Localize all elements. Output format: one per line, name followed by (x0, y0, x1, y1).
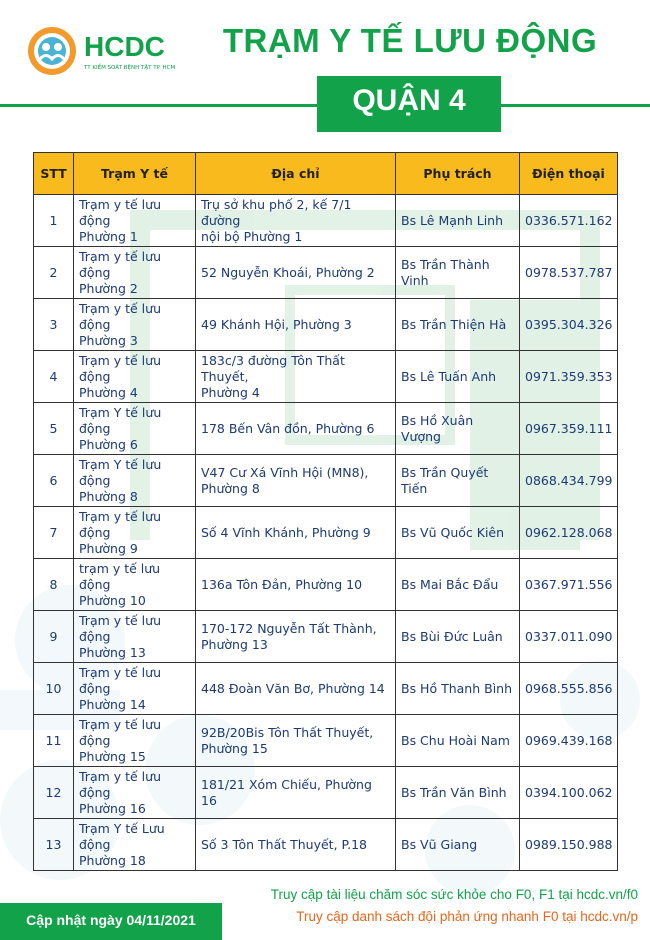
table-header-row (34, 153, 618, 195)
cell-doctor-line: Bs Lê Mạnh Linh (401, 212, 504, 228)
cell-phone (520, 611, 618, 663)
cell-phone (520, 715, 618, 767)
cell-phone (520, 195, 618, 247)
cell-phone (520, 507, 618, 559)
table-row (34, 767, 618, 819)
cell-address-line: 136a Tôn Đản, Phường 10 (201, 576, 363, 592)
table-row (34, 351, 618, 403)
cell-address-line: 178 Bến Vân đồn, Phường 6 (201, 420, 375, 436)
cell-stt-line: 8 (49, 576, 58, 592)
cell-phone-line: 0868.434.799 (525, 472, 613, 488)
cell-station-line: Trạm Y tế lưu động (79, 404, 162, 436)
cell-address-line: Phường 8 (201, 480, 260, 496)
cell-station-line: trạm y tế lưu động (79, 560, 161, 592)
cell-stt (34, 767, 74, 819)
hcdc-emblem-icon (26, 25, 78, 77)
cell-doctor (396, 195, 520, 247)
cell-phone-line: 0971.359.353 (525, 368, 613, 384)
table-row (34, 507, 618, 559)
header-stt: STT (34, 153, 74, 195)
cell-station (74, 299, 196, 351)
cell-station-line: Phường 8 (79, 488, 138, 504)
table-row (34, 195, 618, 247)
cell-doctor (396, 455, 520, 507)
table-row (34, 247, 618, 299)
cell-doctor (396, 819, 520, 871)
cell-address-line: 170-172 Nguyễn Tất Thành, (201, 620, 377, 636)
cell-phone-line: 0395.304.326 (525, 316, 613, 332)
cell-stt-line: 1 (49, 212, 58, 228)
cell-address (196, 195, 396, 247)
cell-station (74, 351, 196, 403)
table-row (34, 611, 618, 663)
cell-stt-line: 3 (49, 316, 58, 332)
cell-station-line: Phường 9 (79, 540, 138, 556)
cell-station-line: Phường 6 (79, 436, 138, 452)
cell-stt (34, 195, 74, 247)
cell-address-line: V47 Cư Xá Vĩnh Hội (MN8), (201, 464, 369, 480)
cell-doctor (396, 663, 520, 715)
cell-stt-line: 4 (49, 368, 58, 384)
cell-station (74, 247, 196, 299)
cell-stt-line: 11 (45, 732, 62, 748)
cell-stt-line: 7 (49, 524, 58, 540)
cell-address-line: 92B/20Bis Tôn Thất Thuyết, (201, 724, 374, 740)
cell-station (74, 611, 196, 663)
cell-phone (520, 351, 618, 403)
cell-phone-line: 0394.100.062 (525, 784, 613, 800)
cell-address-line: Phường 15 (201, 740, 268, 756)
cell-doctor (396, 507, 520, 559)
cell-phone-line: 0967.359.111 (525, 420, 613, 436)
cell-station (74, 403, 196, 455)
cell-address (196, 819, 396, 871)
table-row (34, 663, 618, 715)
cell-doctor (396, 403, 520, 455)
cell-phone-line: 0367.971.556 (525, 576, 613, 592)
cell-address (196, 455, 396, 507)
cell-station-line: Phường 1 (79, 228, 138, 244)
cell-station (74, 715, 196, 767)
cell-station-line: Trạm y tế lưu động (79, 716, 162, 748)
cell-stt (34, 507, 74, 559)
cell-station-line: Trạm y tế lưu động (79, 196, 162, 228)
cell-station-line: Phường 4 (79, 384, 138, 400)
cell-station-line: Trạm Y tế lưu động (79, 456, 162, 488)
cell-phone (520, 299, 618, 351)
cell-stt (34, 455, 74, 507)
cell-phone-line: 0989.150.988 (525, 836, 613, 852)
cell-address (196, 559, 396, 611)
cell-station (74, 195, 196, 247)
cell-phone (520, 455, 618, 507)
cell-station-line: Phường 2 (79, 280, 138, 296)
logo-subtitle: TT KIỂM SOÁT BỆNH TẬT TP. HCM (84, 65, 176, 71)
cell-address (196, 611, 396, 663)
cell-station-line: Trạm y tế lưu động (79, 664, 162, 696)
cell-doctor-line: Bs Trần Thành Vinh (401, 256, 490, 288)
cell-phone-line: 0968.555.856 (525, 680, 613, 696)
cell-station-line: Trạm y tế lưu động (79, 300, 162, 332)
cell-doctor-line: Bs Chu Hoài Nam (401, 732, 510, 748)
f0-care-docs-link[interactable]: Truy cập tài liệu chăm sóc sức khỏe cho F0, F1 tại hcdc.vn/f0 (270, 887, 638, 902)
cell-address-line: 448 Đoàn Văn Bơ, Phường 14 (201, 680, 385, 696)
cell-stt (34, 559, 74, 611)
cell-station (74, 663, 196, 715)
cell-station (74, 455, 196, 507)
cell-stt-line: 6 (49, 472, 58, 488)
cell-stt (34, 611, 74, 663)
header-in-charge: Phụ trách (396, 153, 520, 195)
cell-address-line: Phường 4 (201, 384, 260, 400)
table-row (34, 559, 618, 611)
cell-address-line: 49 Khánh Hội, Phường 3 (201, 316, 352, 332)
cell-address (196, 507, 396, 559)
cell-address (196, 403, 396, 455)
cell-station-line: Phường 3 (79, 332, 138, 348)
header-phone: Điện thoại (520, 153, 618, 195)
logo-brand-text: HCDC (84, 31, 165, 62)
cell-stt (34, 247, 74, 299)
cell-phone-line: 0978.537.787 (525, 264, 613, 280)
cell-address-line: Phường 13 (201, 636, 268, 652)
hcdc-logo (26, 25, 176, 83)
cell-stt-line: 12 (45, 784, 62, 800)
cell-stt (34, 819, 74, 871)
cell-doctor-line: Bs Vũ Quốc Kiên (401, 524, 505, 540)
cell-doctor (396, 715, 520, 767)
cell-station-line: Trạm y tế lưu động (79, 352, 162, 384)
cell-doctor (396, 351, 520, 403)
cell-doctor-line: Bs Trần Quyết Tiến (401, 464, 489, 496)
cell-phone (520, 403, 618, 455)
cell-stt-line: 9 (49, 628, 58, 644)
table-row (34, 299, 618, 351)
table-row (34, 403, 618, 455)
cell-doctor-line: Bs Vũ Giang (401, 836, 478, 852)
cell-doctor (396, 247, 520, 299)
cell-phone (520, 247, 618, 299)
table-row (34, 715, 618, 767)
cell-address (196, 247, 396, 299)
cell-station-line: Phường 15 (79, 748, 146, 764)
cell-phone-line: 0336.571.162 (525, 212, 613, 228)
cell-station-line: Trạm y tế lưu động (79, 768, 162, 800)
cell-doctor-line: Bs Lê Tuấn Anh (401, 368, 497, 384)
update-date: Cập nhật ngày 04/11/2021 (26, 912, 196, 928)
cell-address (196, 767, 396, 819)
cell-phone-line: 0962.128.068 (525, 524, 613, 540)
cell-address-line: 52 Nguyễn Khoái, Phường 2 (201, 264, 375, 280)
cell-address (196, 299, 396, 351)
cell-phone (520, 819, 618, 871)
cell-phone (520, 767, 618, 819)
cell-stt (34, 715, 74, 767)
cell-address-line: nội bộ Phường 1 (201, 228, 303, 244)
cell-doctor-line: Bs Bùi Đức Luân (401, 628, 503, 644)
cell-station-line: Trạm y tế lưu động (79, 248, 162, 280)
cell-station-line: Phường 10 (79, 592, 146, 608)
cell-phone (520, 663, 618, 715)
table-row (34, 819, 618, 871)
cell-doctor (396, 559, 520, 611)
cell-stt-line: 10 (45, 680, 62, 696)
district-label: QUẬN 4 (352, 84, 466, 117)
cell-station (74, 819, 196, 871)
cell-stt (34, 351, 74, 403)
stations-table (33, 152, 618, 871)
cell-stt-line: 2 (49, 264, 58, 280)
cell-address (196, 663, 396, 715)
cell-doctor (396, 767, 520, 819)
cell-address-line: 183c/3 đường Tôn Thất Thuyết, (201, 352, 345, 384)
cell-doctor-line: Bs Trần Thiện Hà (401, 316, 507, 332)
header-address: Địa chỉ (196, 153, 396, 195)
cell-address-line: Trụ sở khu phố 2, kế 7/1 đường (201, 196, 352, 228)
cell-address-line: 181/21 Xóm Chiếu, Phường 16 (201, 776, 372, 808)
cell-station-line: Phường 14 (79, 696, 146, 712)
page-title: TRẠM Y TẾ LƯU ĐỘNG (222, 22, 598, 59)
cell-stt-line: 13 (45, 836, 62, 852)
cell-stt (34, 663, 74, 715)
cell-address-line: Số 4 Vĩnh Khánh, Phường 9 (201, 524, 371, 540)
cell-doctor-line: Bs Mai Bắc Đẩu (401, 576, 499, 592)
cell-phone (520, 559, 618, 611)
cell-doctor (396, 611, 520, 663)
cell-doctor-line: Bs Hồ Xuân Vượng (401, 412, 474, 444)
cell-address (196, 351, 396, 403)
cell-stt-line: 5 (49, 420, 58, 436)
cell-station-line: Trạm Y tế Lưu động (79, 820, 165, 852)
table-row (34, 455, 618, 507)
cell-doctor-line: Bs Hồ Thanh Bình (401, 680, 513, 696)
cell-address-line: Số 3 Tôn Thất Thuyết, P.18 (201, 836, 368, 852)
cell-phone-line: 0337.011.090 (525, 628, 613, 644)
header-station: Trạm Y tế (74, 153, 196, 195)
cell-station (74, 767, 196, 819)
cell-station-line: Trạm y tế lưu động (79, 508, 162, 540)
cell-doctor (396, 299, 520, 351)
cell-stt (34, 403, 74, 455)
cell-phone-line: 0969.439.168 (525, 732, 613, 748)
cell-address (196, 715, 396, 767)
cell-station-line: Phường 13 (79, 644, 146, 660)
cell-station-line: Phường 16 (79, 800, 146, 816)
cell-station-line: Trạm y tế lưu động (79, 612, 162, 644)
table-body (34, 195, 618, 871)
f0-response-team-link[interactable]: Truy cập danh sách đội phản ứng nhanh F0 tại hcdc.vn/p (296, 909, 638, 924)
cell-station (74, 559, 196, 611)
cell-station (74, 507, 196, 559)
cell-doctor-line: Bs Trần Văn Bình (401, 784, 507, 800)
cell-stt (34, 299, 74, 351)
cell-station-line: Phường 18 (79, 852, 146, 868)
